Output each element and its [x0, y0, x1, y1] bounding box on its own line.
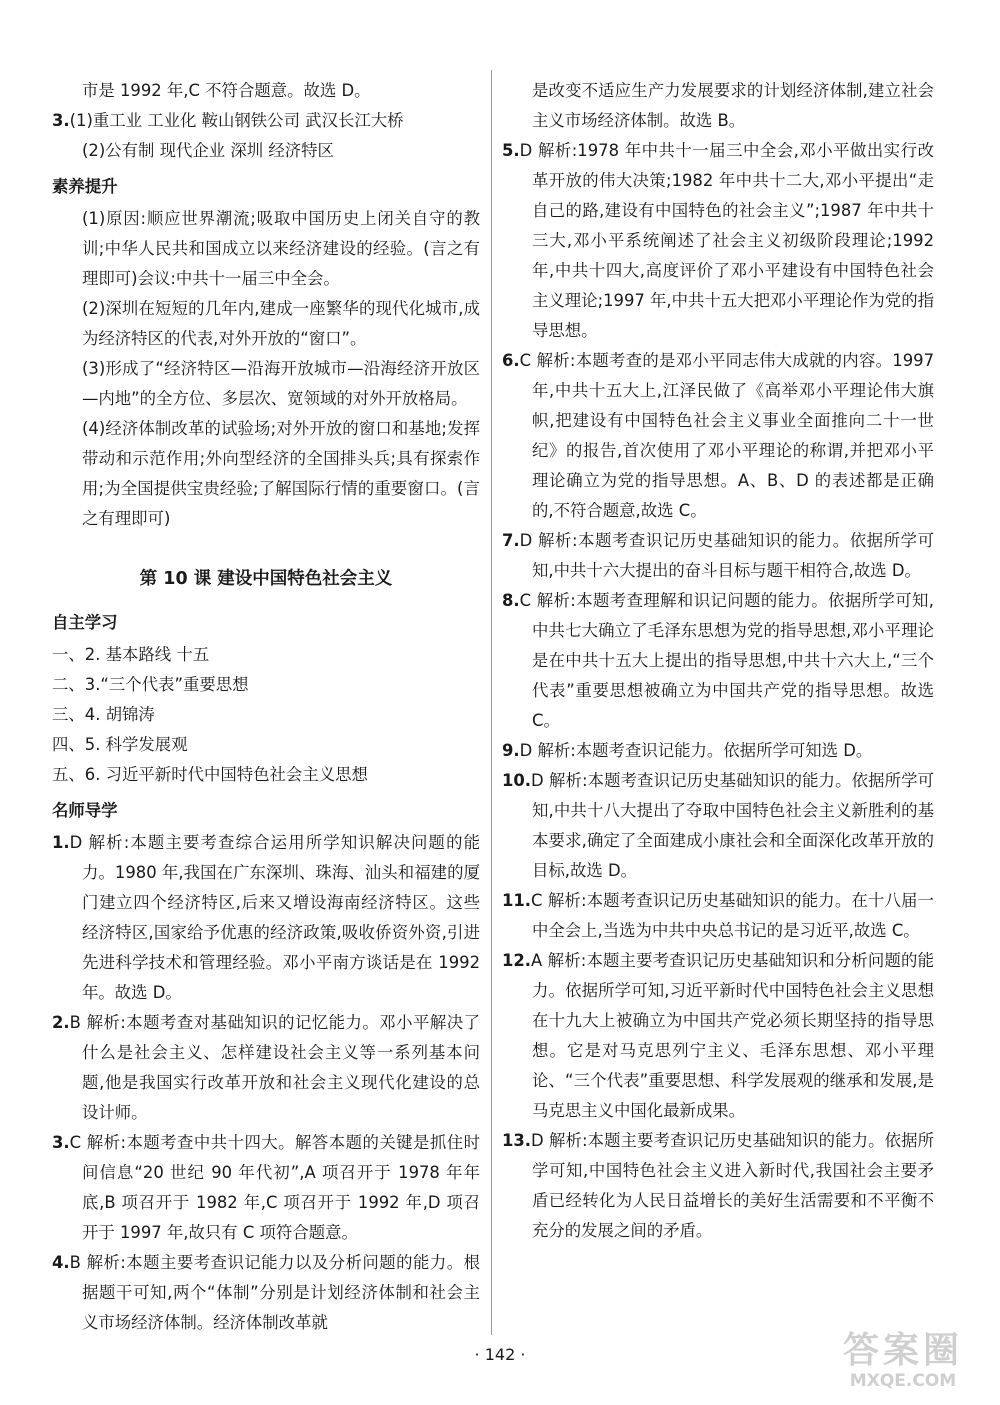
- answer-number: 9.: [502, 741, 520, 760]
- answer-number: 5.: [502, 141, 520, 160]
- answer-item: [502, 136, 934, 346]
- answer-item: [502, 346, 934, 526]
- continued-text: 是改变不适应生产力发展要求的计划经济体制,建立社会主义市场经济体制。故选 B。: [532, 81, 934, 130]
- paragraph: (3)形成了“经济特区—沿海开放城市—沿海经济开放区—内地”的全方位、多层次、宽领域的对外开放格局。: [82, 359, 480, 408]
- lesson-title: 第 10 课 建设中国特色社会主义: [139, 569, 393, 589]
- answer-number: 13.: [502, 1131, 532, 1150]
- answer-number: 3.: [52, 1133, 70, 1152]
- answer-text: C 解析:本题考查理解和识记问题的能力。依据所学可知,中共七大确立了毛泽东思想为党的指导思想,邓小平理论是在中共十五大上提出的指导思想,中共十六大上,“三个代表”重要思想被确立为中国共产党的指导思想。故选 C。: [519, 591, 934, 730]
- answer-text: D 解析:本题主要考查识记历史基础知识的能力。依据所学可知,中国特色社会主义进入新时代,我国社会主要矛盾已经转化为人民日益增长的美好生活需要和不平衡不充分的发展之间的矛盾。: [531, 1131, 934, 1240]
- continued-text: 市是 1992 年,C 不符合题意。故选 D。: [82, 81, 371, 100]
- section-heading: 自主学习: [52, 613, 118, 632]
- answer-item: [52, 1128, 480, 1248]
- list-item: 三、4. 胡锦涛: [52, 705, 155, 724]
- answer-text: D 解析:本题主要考查综合运用所学知识解决问题的能力。1980 年,我国在广东深圳、珠海、汕头和福建的厦门建立四个经济特区,后来又增设海南经济特区。这些经济特区,国家给予优惠的经济政策,吸收侨资外资,引进先进科学技术和管理经验。邓小平南方谈话是在 1992 年。故选 D。: [69, 833, 480, 1002]
- answer-item: [502, 586, 934, 736]
- answer-text: B 解析:本题主要考查识记能力以及分析问题的能力。根据题干可知,两个“体制”分别是计划经济体制和社会主义市场经济体制。经济体制改革就: [69, 1253, 480, 1332]
- section-heading: 素养提升: [52, 177, 118, 196]
- answer-number: 6.: [502, 351, 520, 370]
- left-column: [52, 76, 480, 1338]
- answer-item: [502, 526, 934, 586]
- answer-text: A 解析:本题主要考查识记历史基础知识和分析问题的能力。依据所学可知,习近平新时代中国特色社会主义思想在十九大上被确立为中国共产党必须长期坚持的指导思想。它是对马克思列宁主义、毛泽东思想、邓小平理论、“三个代表”重要思想、科学发展观的继承和发展,是马克思主义中国化最新成果。: [531, 951, 934, 1120]
- section-heading: 名师导学: [52, 801, 118, 820]
- paragraph: (1)原因:顺应世界潮流;吸取中国历史上闭关自守的教训;中华人民共和国成立以来经济建设的经验。(言之有理即可)会议:中共十一届三中全会。: [82, 209, 480, 288]
- answer-text: (1)重工业 工业化 鞍山钢铁公司 武汉长江大桥: [69, 111, 404, 130]
- answer-text: C 解析:本题考查的是邓小平同志伟大成就的内容。1997 年,中共十五大上,江泽民做了《高举邓小平理论伟大旗帜,把建设有中国特色社会主义事业全面推向二十一世纪》的报告,首次使用了邓小平理论的称谓,并把邓小平理论确立为党的指导思想。A、B、D 的表述都是正确的,不符合题意,故选 C。: [519, 351, 934, 520]
- answer-number: 12.: [502, 951, 532, 970]
- answer-number: 4.: [52, 1253, 70, 1272]
- answer-text: D 解析:本题考查识记历史基础知识的能力。依据所学可知,中共十六大提出的奋斗目标与题干相符合,故选 D。: [519, 531, 934, 580]
- paragraph: (4)经济体制改革的试验场;对外开放的窗口和基地;发挥带动和示范作用;外向型经济的全国排头兵;具有探索作用;为全国提供宝贵经验;了解国际行情的重要窗口。(言之有理即可): [82, 419, 480, 528]
- answer-text: C 解析:本题考查识记历史基础知识的能力。在十八届一中全会上,当选为中共中央总书记的是习近平,故选 C。: [531, 891, 934, 940]
- answer-number: 10.: [502, 771, 532, 790]
- answer-text: D 解析:1978 年中共十一届三中全会,邓小平做出实行改革开放的伟大决策;1982 年中共十二大,邓小平提出“走自己的路,建设有中国特色的社会主义”;1987 年中共十三大,邓小平系统阐述了社会主义初级阶段理论;1992 年,中共十四大,高度评价了邓小平建设有中国特色社会主义理论;1997 年,中共十五大把邓小平理论作为党的指导思想。: [519, 141, 934, 340]
- list-item: 二、3.“三个代表”重要思想: [52, 675, 249, 694]
- answer-number: 2.: [52, 1013, 70, 1032]
- watermark-text: 答案圈: [842, 1330, 963, 1371]
- answer-text: C 解析:本题考查中共十四大。解答本题的关键是抓住时间信息“20 世纪 90 年代初”,A 项召开于 1978 年年底,B 项召开于 1982 年,C 项召开于 1992 年,D 项召开于 1997 年,故只有 C 项符合题意。: [69, 1133, 480, 1242]
- answer-number: 1.: [52, 833, 70, 852]
- answer-text: D 解析:本题考查识记能力。依据所学可知选 D。: [519, 741, 873, 760]
- answer-item: [502, 1126, 934, 1246]
- list-item: 一、2. 基本路线 十五: [52, 645, 210, 664]
- answer-number: 3.: [52, 111, 70, 130]
- answer-item: [52, 1248, 480, 1338]
- paragraph: (2)深圳在短短的几年内,建成一座繁华的现代化城市,成为经济特区的代表,对外开放的“窗口”。: [82, 299, 480, 348]
- answer-text: (2)公有制 现代企业 深圳 经济特区: [82, 141, 334, 160]
- page-number: · 142 ·: [474, 1345, 526, 1364]
- answer-number: 11.: [502, 891, 532, 910]
- watermark-logo: [828, 1331, 978, 1391]
- answer-number: 7.: [502, 531, 520, 550]
- answer-item: [502, 766, 934, 886]
- answer-item: [52, 106, 480, 136]
- answer-item: [502, 736, 934, 766]
- list-item: 四、5. 科学发展观: [52, 735, 188, 754]
- answer-item: [52, 828, 480, 1008]
- column-divider: [491, 70, 492, 1335]
- answer-text: B 解析:本题考查对基础知识的记忆能力。邓小平解决了什么是社会主义、怎样建设社会主义等一系列基本问题,他是我国实行改革开放和社会主义现代化建设的总设计师。: [69, 1013, 480, 1122]
- answer-item: [502, 946, 934, 1126]
- answer-text: D 解析:本题考查识记历史基础知识的能力。依据所学可知,中共十八大提出了夺取中国特色社会主义新胜利的基本要求,确定了全面建成小康社会和全面深化改革开放的目标,故选 D。: [531, 771, 934, 880]
- watermark-url: MXQE.COM: [849, 1371, 957, 1391]
- answer-item: [52, 1008, 480, 1128]
- list-item: 五、6. 习近平新时代中国特色社会主义思想: [52, 765, 368, 784]
- right-column: [502, 76, 934, 1246]
- answer-number: 8.: [502, 591, 520, 610]
- answer-item: [502, 886, 934, 946]
